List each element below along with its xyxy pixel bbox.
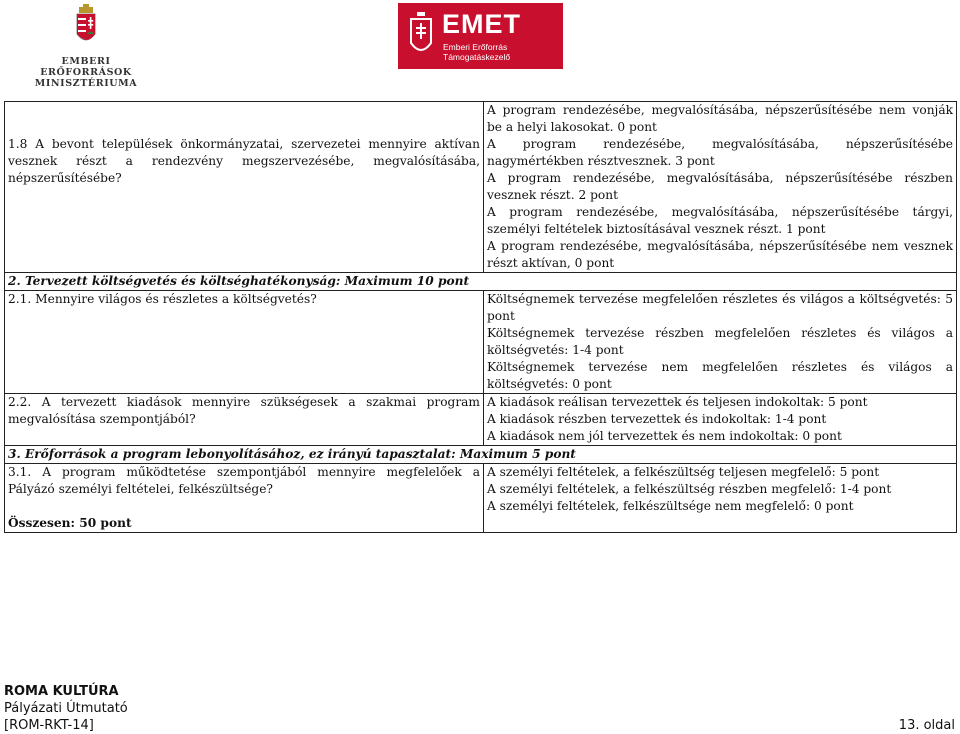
- row-2-1: [5, 291, 957, 394]
- answer-3-1-c: A személyi feltételek, felkészültsége nem megfelelő: 0 pont: [487, 499, 854, 513]
- hungarian-crest-icon: [75, 4, 97, 48]
- question-2-2: 2.2. A tervezett kiadások mennyire szükségesek a szakmai program megvalósítása szempontjából?: [5, 394, 484, 446]
- footer-doc: Pályázati Útmutató: [4, 701, 128, 716]
- ministry-line1: EMBERI ERŐFORRÁSOK: [40, 56, 132, 78]
- row-3-1: [5, 464, 957, 533]
- question-1-8: 1.8 A bevont települések önkormányzatai, szervezetei mennyire aktívan vesznek részt a rendezvény megszervezésébe, megvalósításába, népszerűsítésébe?: [8, 137, 480, 185]
- question-cell: [5, 102, 484, 273]
- criteria-table: [4, 101, 957, 533]
- footer-org: ROMA KULTÚRA: [4, 684, 119, 699]
- answer-2-1-c: Költségnemek tervezése nem megfelelően részletes és világos a költségvetés: 0 pont: [487, 360, 953, 391]
- page-footer: [4, 683, 957, 734]
- emet-sub-line1: Emberi Erőforrás: [443, 42, 508, 52]
- answer-cell: [484, 102, 957, 273]
- question-3-1: 3.1. A program működtetése szempontjából mennyire megfelelőek a Pályázó személyi feltételei, felkészültsége?: [8, 465, 480, 496]
- answer-1-8-a: A program rendezésébe, megvalósításába, népszerűsítésébe nem vonják be a helyi lakosokat. 0 pont: [487, 103, 953, 134]
- answer-cell: [484, 464, 957, 533]
- total-points: Összesen: 50 pont: [8, 516, 132, 530]
- footer-code: [ROM-RKT-14]: [4, 718, 94, 733]
- answer-2-2-a: A kiadások reálisan tervezettek és teljesen indokoltak: 5 pont: [487, 395, 868, 409]
- ministry-line2: MINISZTÉRIUMA: [34, 78, 138, 89]
- answer-2-1-a: Költségnemek tervezése megfelelően részletes és világos a költségvetés: 5 pont: [487, 292, 953, 323]
- section-2-row: [5, 273, 957, 291]
- answer-3-1-b: A személyi feltételek, a felkészültség részben megfelelő: 1-4 pont: [487, 482, 892, 496]
- section-2-heading: 2. Tervezett költségvetés és költséghatékonyság: Maximum 10 pont: [5, 273, 957, 291]
- section-3-row: [5, 446, 957, 464]
- answer-2-1-b: Költségnemek tervezése részben megfelelően részletes és világos a költségvetés: 1-4 pont: [487, 326, 953, 357]
- row-2-2: [5, 394, 957, 446]
- emet-subtitle: [443, 42, 510, 62]
- emet-crest-icon: [408, 11, 434, 61]
- answer-1-8-b: A program rendezésébe, megvalósításába, népszerűsítésébe nagymértékben résztvesznek. 3 pont: [487, 137, 953, 168]
- answer-1-8-c: A program rendezésébe, megvalósításába, népszerűsítésébe részben vesznek részt. 2 pont: [487, 171, 953, 202]
- row-1-8: [5, 102, 957, 273]
- section-3-heading: 3. Erőforrások a program lebonyolításához, ez irányú tapasztalat: Maximum 5 pont: [5, 446, 957, 464]
- question-2-1: 2.1. Mennyire világos és részletes a költségvetés?: [5, 291, 484, 394]
- ministry-logo: [30, 4, 142, 89]
- answer-2-2-b: A kiadások részben tervezettek és indokoltak: 1-4 pont: [487, 412, 827, 426]
- header-logos: [0, 0, 960, 90]
- emet-logo: [398, 3, 563, 69]
- question-cell: [5, 464, 484, 533]
- emet-title: EMET: [442, 9, 522, 39]
- answer-2-2-c: A kiadások nem jól tervezettek és nem indokoltak: 0 pont: [487, 429, 842, 443]
- page-number: 13. oldal: [898, 718, 955, 733]
- answer-3-1-a: A személyi feltételek, a felkészültség teljesen megfelelő: 5 pont: [487, 465, 880, 479]
- answer-cell: [484, 394, 957, 446]
- answer-1-8-d: A program rendezésébe, megvalósításába, népszerűsítésébe tárgyi, személyi feltételek biztosításával vesznek részt. 1 pont: [487, 205, 953, 236]
- answer-cell: [484, 291, 957, 394]
- answer-1-8-e: A program rendezésébe, megvalósításába, népszerűsítésébe nem vesznek részt aktívan, 0 pont: [487, 239, 953, 270]
- emet-sub-line2: Támogatáskezelő: [443, 52, 511, 62]
